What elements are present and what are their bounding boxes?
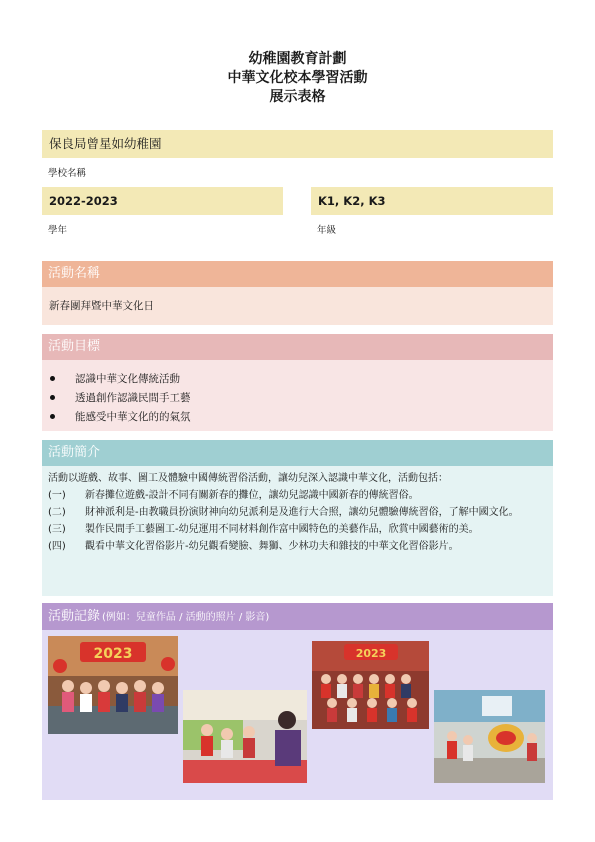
summary-item xyxy=(48,538,553,555)
svg-text:2023: 2023 xyxy=(355,647,387,660)
document-title xyxy=(0,50,595,107)
summary-item-text: 製作民間手工藝圖工-幼兒運用不同材料創作富中國特色的美藝作品，欣賞中國藝術的美。 xyxy=(85,524,479,535)
objective-text: 透過創作認識民間手工藝 xyxy=(75,392,191,404)
summary-header xyxy=(42,440,553,466)
summary-item xyxy=(48,487,553,504)
year-label: 學年 xyxy=(48,225,68,236)
activity-name-header xyxy=(42,261,553,287)
svg-text:2023: 2023 xyxy=(93,646,133,662)
grade-label: 年級 xyxy=(317,225,337,236)
activity-name-heading: 活動名稱 xyxy=(48,266,101,281)
activity-photo-lion-dance xyxy=(434,690,545,783)
summary-item-number: (四) xyxy=(48,541,66,552)
summary-item-number: (一) xyxy=(48,490,66,501)
summary-body xyxy=(42,466,553,596)
grade-field xyxy=(311,187,553,215)
records-heading: 活動記錄 xyxy=(48,609,101,624)
objective-item xyxy=(42,388,553,407)
bullet-icon xyxy=(50,376,55,381)
grade-value: K1, K2, K3 xyxy=(318,194,386,208)
objectives-heading: 活動目標 xyxy=(48,339,101,354)
summary-item-text: 財神派利是-由教職員扮演財神向幼兒派利是及進行大合照，讓幼兒體驗傳統習俗，了解中國文化。 xyxy=(85,507,519,518)
objective-text: 能感受中華文化的的氣氛 xyxy=(75,411,191,423)
summary-item-number: (二) xyxy=(48,507,66,518)
bullet-icon xyxy=(50,414,55,419)
summary-intro: 活動以遊戲、故事、圖工及體驗中國傳統習俗活動，讓幼兒深入認識中華文化，活動包括： xyxy=(48,473,448,484)
summary-item xyxy=(48,504,553,521)
title-line-1: 幼稚園教育計劃 xyxy=(248,51,347,67)
objective-item xyxy=(42,407,553,426)
records-heading-line xyxy=(42,603,553,631)
objective-item xyxy=(42,369,553,388)
activity-name-value: 新春團拜暨中華文化日 xyxy=(49,300,154,312)
year-value: 2022-2023 xyxy=(49,194,118,208)
summary-heading: 活動簡介 xyxy=(48,445,101,460)
activity-photo-class-group xyxy=(312,641,429,729)
school-name-label: 學校名稱 xyxy=(48,168,87,179)
objectives-header xyxy=(42,334,553,360)
summary-item xyxy=(48,521,553,538)
summary-item-number: (三) xyxy=(48,524,66,535)
objective-text: 認識中華文化傳統活動 xyxy=(75,373,180,385)
summary-item-text: 觀看中華文化習俗影片-幼兒觀看變臉、舞獅、少林功夫和雜技的中華文化習俗影片。 xyxy=(85,541,459,552)
title-line-2: 中華文化校本學習活動 xyxy=(227,70,368,86)
school-name-value: 保良局曾星如幼稚園 xyxy=(49,136,162,151)
activity-photo-group-stage xyxy=(48,636,178,734)
year-field xyxy=(42,187,283,215)
school-name-field xyxy=(42,130,553,158)
records-note: (例如：兒童作品 / 活動的照片 / 影音) xyxy=(102,612,270,623)
bullet-icon xyxy=(50,395,55,400)
activity-name-body xyxy=(42,287,553,325)
activity-photo-teacher-children xyxy=(183,690,307,783)
records-header xyxy=(42,603,553,630)
title-line-3: 展示表格 xyxy=(269,89,326,105)
summary-item-text: 新春攤位遊戲-設計不同有關新春的攤位，讓幼兒認識中國新春的傳統習俗。 xyxy=(85,490,419,501)
objectives-body xyxy=(42,360,553,431)
